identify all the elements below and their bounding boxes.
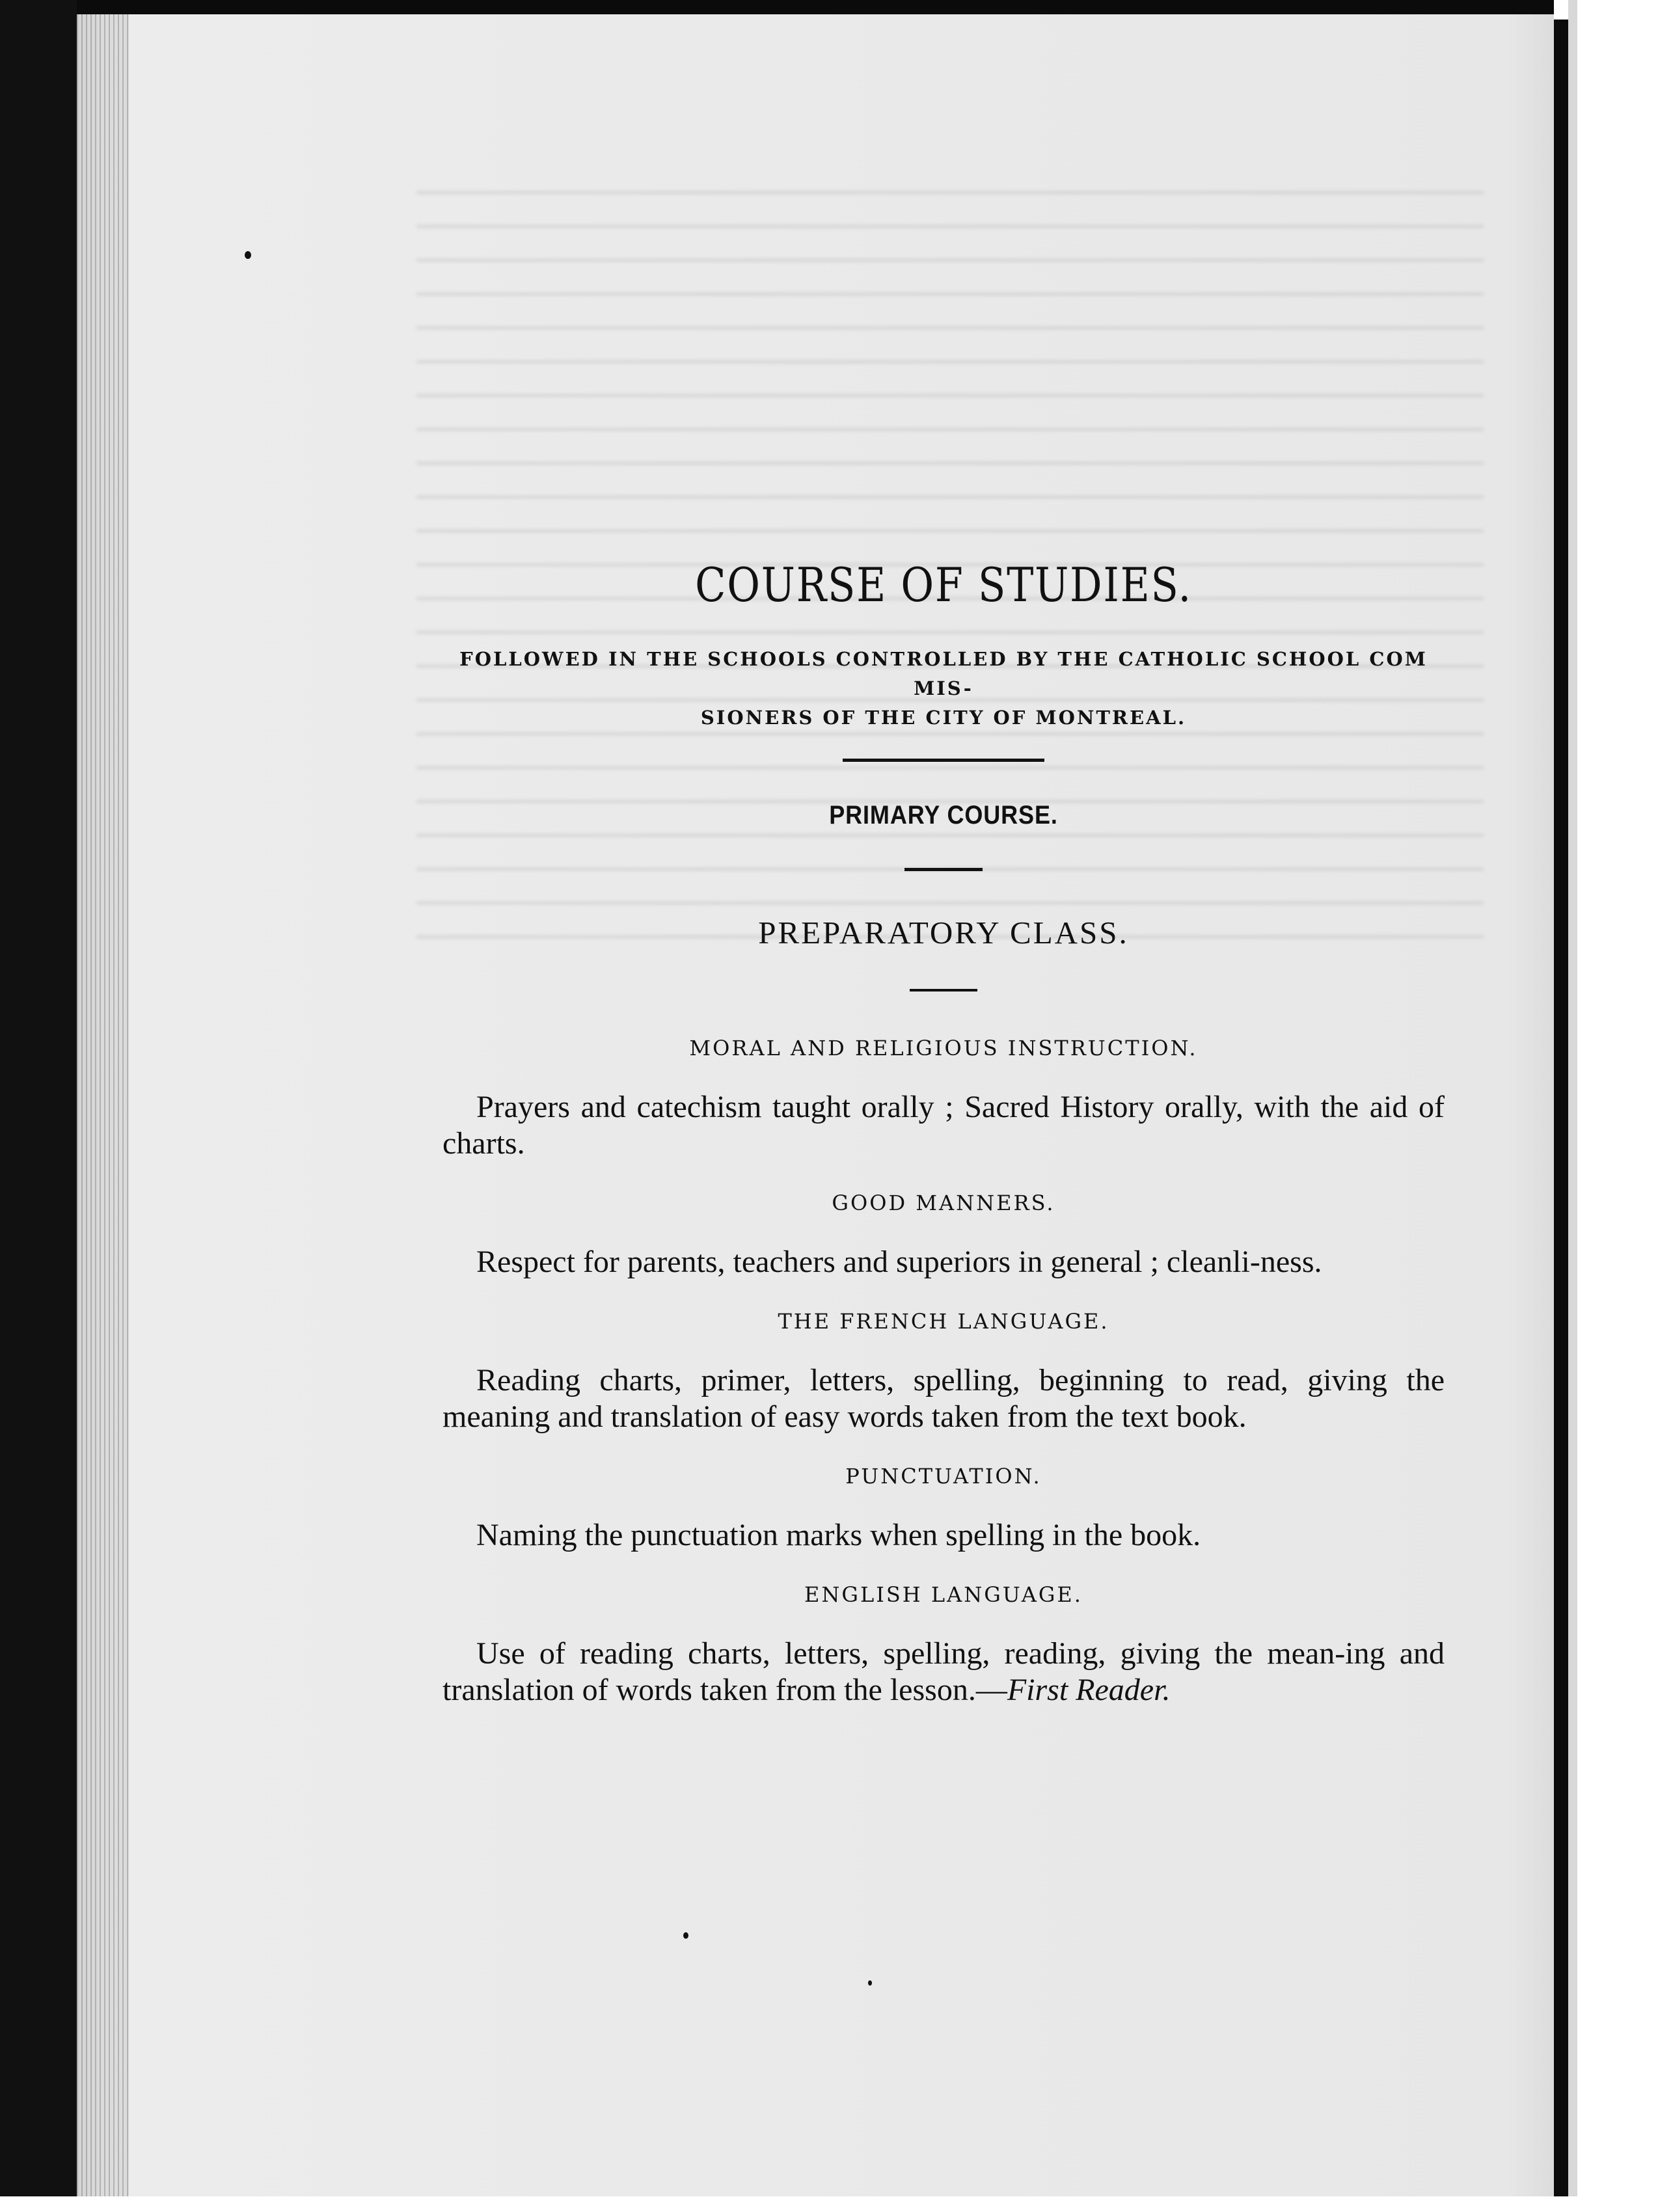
section-heading-moral: MORAL AND RELIGIOUS INSTRUCTION. bbox=[689, 1036, 1198, 1060]
section-body-manners: Respect for parents, teachers and superiors in general ; cleanli-ness. bbox=[476, 1245, 1322, 1279]
divider-rule bbox=[904, 868, 983, 871]
scan-border-right-bar bbox=[1554, 20, 1568, 2212]
scan-border-top bbox=[0, 0, 1658, 14]
scan-border-right-shade bbox=[1568, 0, 1577, 2212]
page-subtitle bbox=[442, 645, 1445, 733]
section-body-english-italic: First Reader. bbox=[1007, 1673, 1171, 1707]
subtitle-line-2: SIONERS OF THE CITY OF MONTREAL. bbox=[700, 707, 1187, 729]
class-heading: PREPARATORY CLASS. bbox=[758, 915, 1129, 951]
page-title: COURSE OF STUDIES. bbox=[695, 558, 1192, 612]
ink-speck bbox=[20, 1295, 29, 1301]
section-body-moral: Prayers and catechism taught orally ; Sacred History orally, with the aid of charts. bbox=[442, 1090, 1445, 1161]
section-heading-manners: GOOD MANNERS. bbox=[832, 1191, 1055, 1215]
subtitle-line-1: FOLLOWED IN THE SCHOOLS CONTROLLED BY THE CATHOLIC SCHOOL COM MIS- bbox=[459, 648, 1428, 700]
scan-border-left bbox=[0, 0, 77, 2212]
section-heading-english: ENGLISH LANGUAGE. bbox=[804, 1582, 1083, 1607]
ink-speck bbox=[683, 1932, 688, 1939]
course-heading: PRIMARY COURSE. bbox=[829, 801, 1058, 830]
section-body-punctuation: Naming the punctuation marks when spelling in the book. bbox=[476, 1518, 1201, 1552]
divider-rule bbox=[910, 989, 977, 991]
scan-border-bottom bbox=[0, 2196, 1658, 2212]
section-heading-punctuation: PUNCTUATION. bbox=[845, 1464, 1042, 1489]
section-body-french: Reading charts, primer, letters, spelling, beginning to read, giving the meaning and translation of easy words taken from the text book. bbox=[442, 1363, 1445, 1434]
page-stack-edge bbox=[77, 14, 129, 2196]
ink-speck bbox=[245, 251, 251, 259]
section-heading-french: THE FRENCH LANGUAGE. bbox=[778, 1309, 1109, 1334]
section-body-english-text: Use of reading charts, letters, spelling, reading, giving the mean-ing and translation of words taken from the lesson.— bbox=[442, 1636, 1445, 1707]
divider-rule bbox=[843, 759, 1044, 762]
page-content bbox=[442, 560, 1445, 1737]
ink-speck bbox=[868, 1980, 872, 1986]
section-body-english bbox=[442, 1636, 1445, 1708]
